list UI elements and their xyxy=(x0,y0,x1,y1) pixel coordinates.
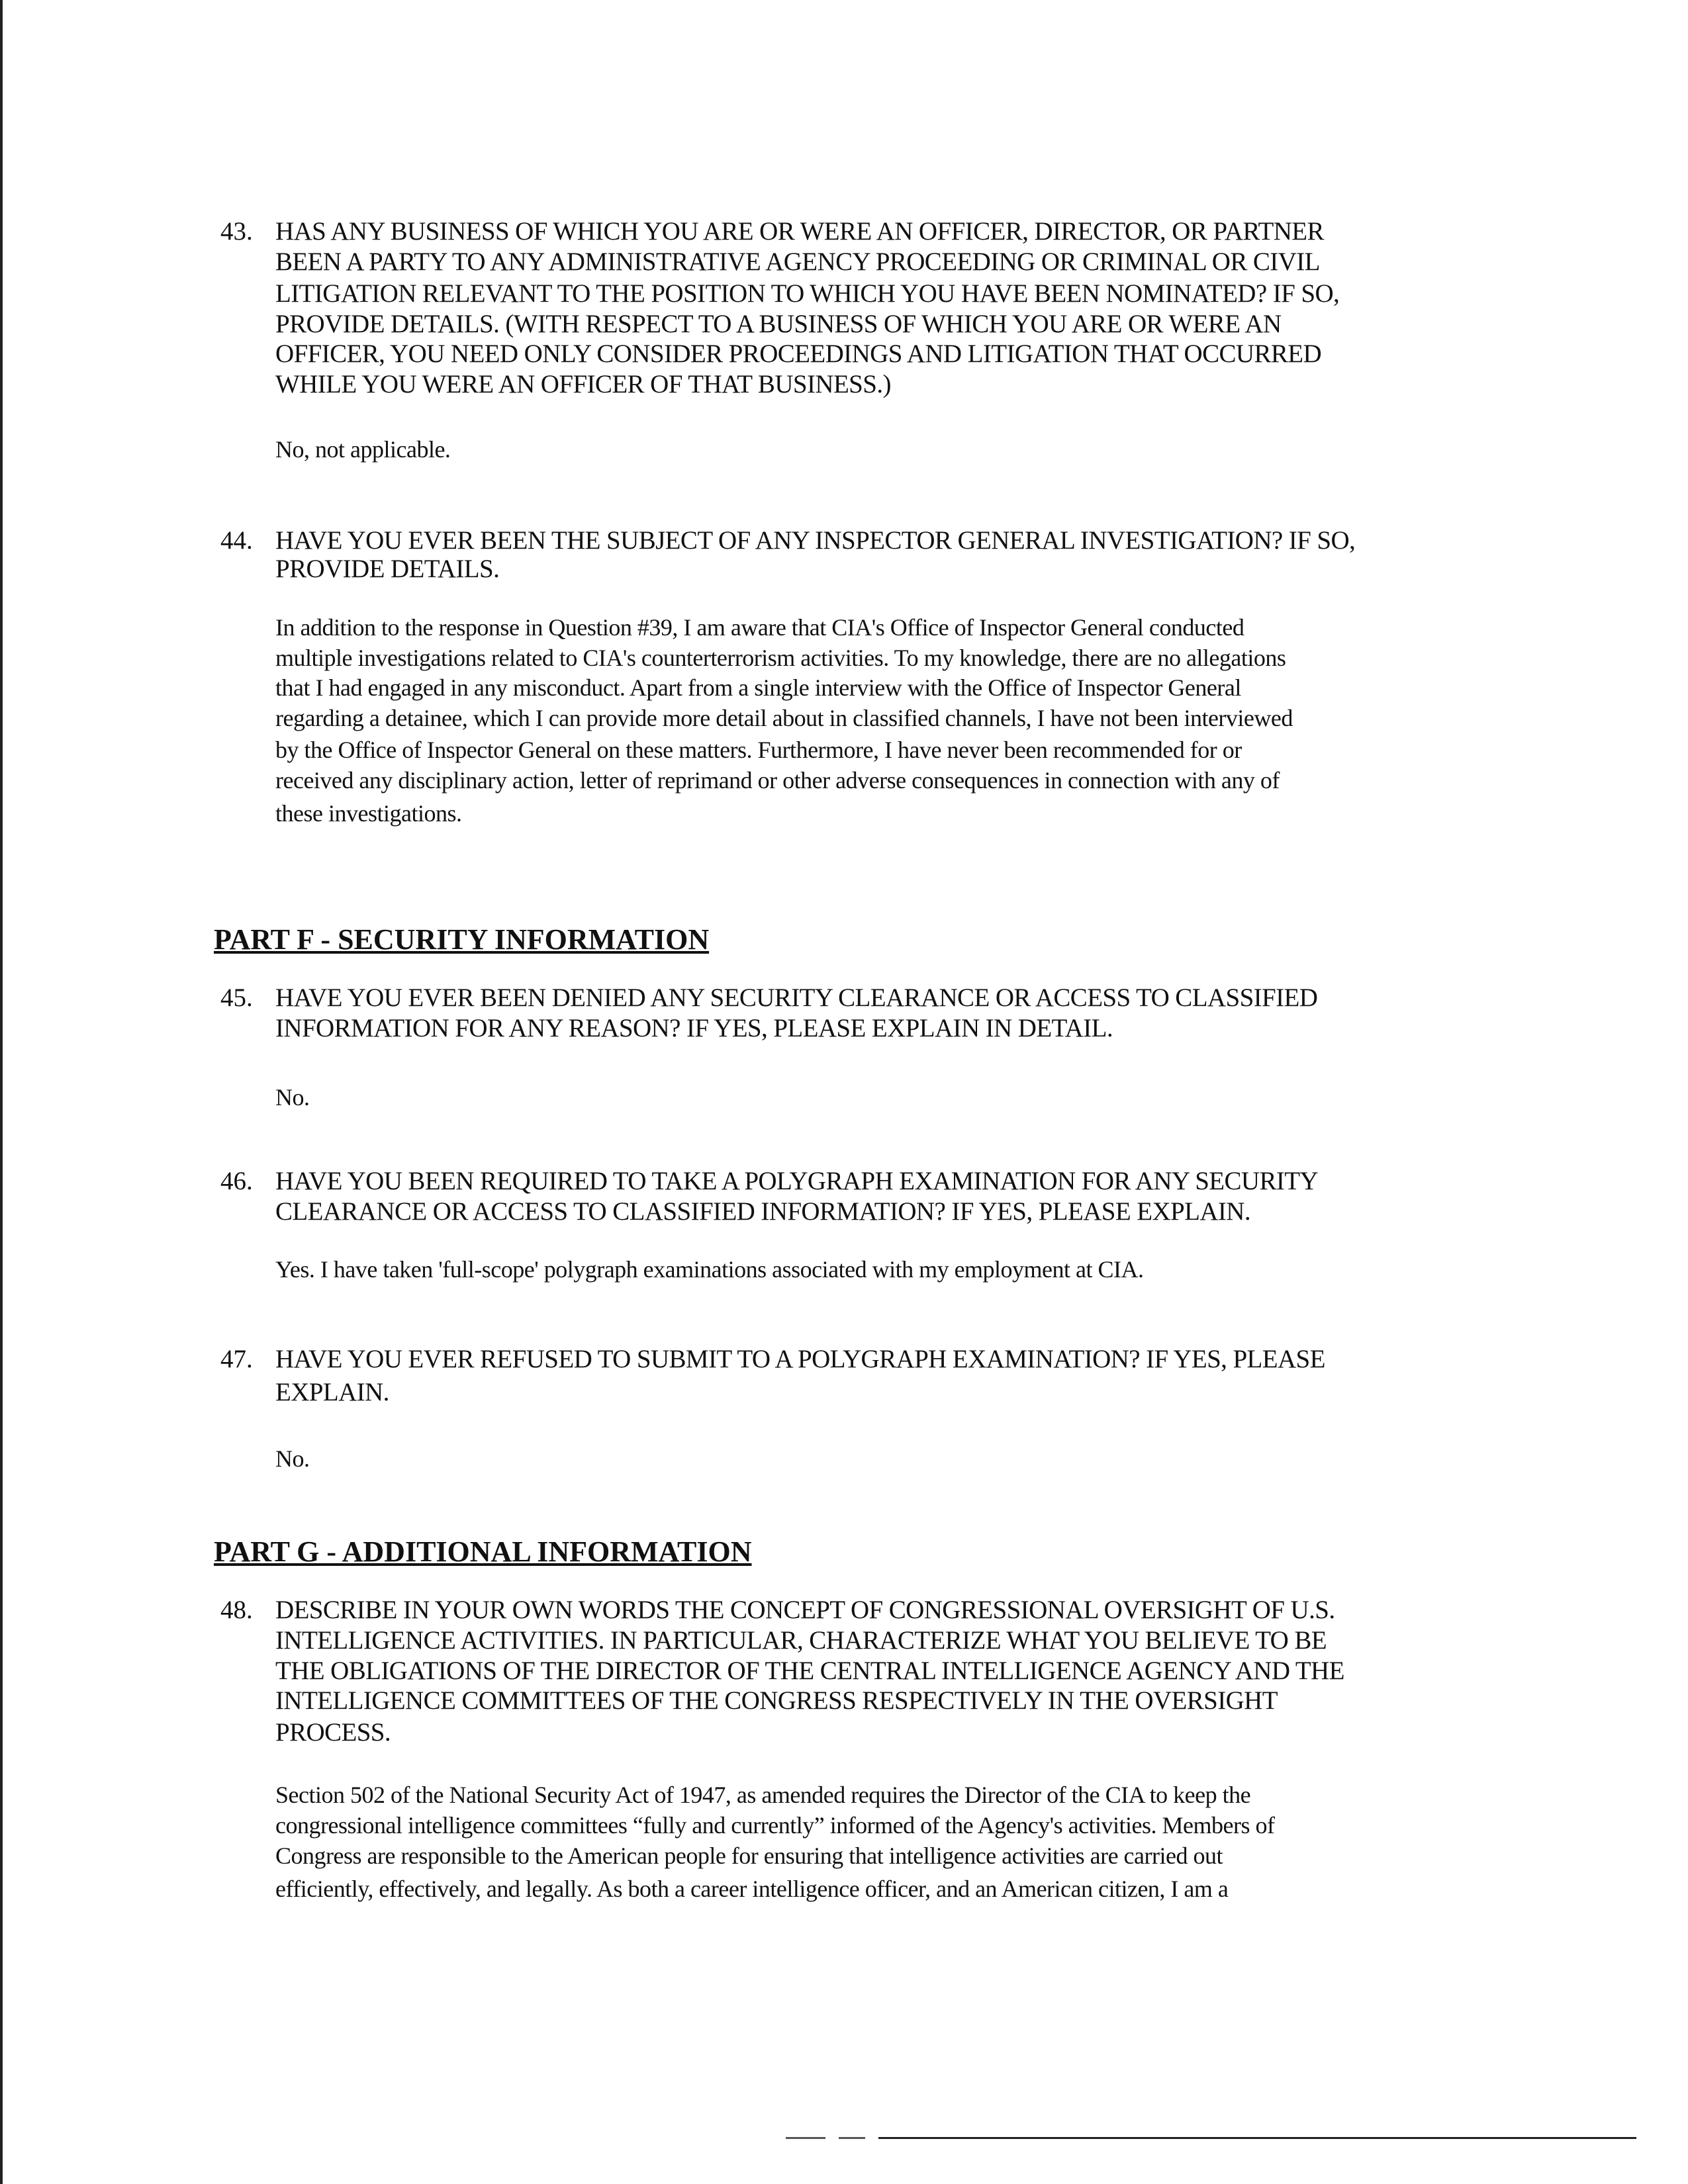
question-line: DESCRIBE IN YOUR OWN WORDS THE CONCEPT OF CONGRESSIONAL OVERSIGHT OF U.S. xyxy=(275,1596,1335,1624)
answer-line: Section 502 of the National Security Act of 1947, as amended requires the Director of the CIA to keep the xyxy=(275,1782,1251,1808)
answer-line: that I had engaged in any misconduct. Apart from a single interview with the Office of Inspector General xyxy=(275,674,1241,701)
question-line: PROVIDE DETAILS. xyxy=(275,555,500,583)
question-line: HAS ANY BUSINESS OF WHICH YOU ARE OR WERE AN OFFICER, DIRECTOR, OR PARTNER xyxy=(275,217,1324,246)
question-number: 47. xyxy=(220,1345,253,1373)
question-line: HAVE YOU EVER BEEN THE SUBJECT OF ANY INSPECTOR GENERAL INVESTIGATION? IF SO, xyxy=(275,526,1356,555)
question-number: 43. xyxy=(220,217,253,246)
footer-rule xyxy=(786,2137,1636,2139)
answer-line: received any disciplinary action, letter of reprimand or other adverse consequences in connection with any of xyxy=(275,767,1280,794)
question-line: BEEN A PARTY TO ANY ADMINISTRATIVE AGENCY PROCEEDING OR CRIMINAL OR CIVIL xyxy=(275,248,1320,276)
answer-line: multiple investigations related to CIA's counterterrorism activities. To my knowledge, there are no allegations xyxy=(275,645,1286,671)
question-number: 48. xyxy=(220,1596,253,1624)
section-heading: PART F - SECURITY INFORMATION xyxy=(214,923,710,956)
answer-line: No. xyxy=(275,1445,310,1472)
question-line: INFORMATION FOR ANY REASON? IF YES, PLEASE EXPLAIN IN DETAIL. xyxy=(275,1014,1113,1042)
question-line: OFFICER, YOU NEED ONLY CONSIDER PROCEEDINGS AND LITIGATION THAT OCCURRED xyxy=(275,340,1322,368)
answer-line: congressional intelligence committees “fully and currently” informed of the Agency's activities. Members of xyxy=(275,1812,1275,1839)
answer-line: In addition to the response in Question #39, I am aware that CIA's Office of Inspector General conducted xyxy=(275,614,1244,641)
question-number: 45. xyxy=(220,983,253,1012)
question-line: HAVE YOU EVER REFUSED TO SUBMIT TO A POLYGRAPH EXAMINATION? IF YES, PLEASE xyxy=(275,1345,1325,1373)
question-line: PROVIDE DETAILS. (WITH RESPECT TO A BUSINESS OF WHICH YOU ARE OR WERE AN xyxy=(275,310,1282,338)
answer-line: efficiently, effectively, and legally. As both a career intelligence officer, and an American citizen, I am a xyxy=(275,1876,1229,1902)
question-line: PROCESS. xyxy=(275,1718,391,1747)
question-line: HAVE YOU BEEN REQUIRED TO TAKE A POLYGRAPH EXAMINATION FOR ANY SECURITY xyxy=(275,1167,1319,1195)
question-line: INTELLIGENCE ACTIVITIES. IN PARTICULAR, CHARACTERIZE WHAT YOU BELIEVE TO BE xyxy=(275,1626,1327,1655)
question-line: INTELLIGENCE COMMITTEES OF THE CONGRESS RESPECTIVELY IN THE OVERSIGHT xyxy=(275,1686,1278,1715)
page-edge xyxy=(0,0,3,2184)
answer-line: No, not applicable. xyxy=(275,436,451,463)
answer-line: these investigations. xyxy=(275,800,462,827)
question-line: EXPLAIN. xyxy=(275,1378,389,1406)
answer-line: Congress are responsible to the American people for ensuring that intelligence activities are carried out xyxy=(275,1843,1223,1869)
answer-line: Yes. I have taken 'full-scope' polygraph examinations associated with my employment at CIA. xyxy=(275,1256,1144,1283)
answer-line: by the Office of Inspector General on these matters. Furthermore, I have never been recommended for or xyxy=(275,737,1242,763)
answer-line: regarding a detainee, which I can provide more detail about in classified channels, I have not been interviewed xyxy=(275,705,1293,731)
question-line: WHILE YOU WERE AN OFFICER OF THAT BUSINESS.) xyxy=(275,370,891,398)
section-heading: PART G - ADDITIONAL INFORMATION xyxy=(214,1535,752,1568)
question-number: 46. xyxy=(220,1167,253,1195)
question-line: THE OBLIGATIONS OF THE DIRECTOR OF THE CENTRAL INTELLIGENCE AGENCY AND THE xyxy=(275,1657,1344,1685)
question-line: CLEARANCE OR ACCESS TO CLASSIFIED INFORMATION? IF YES, PLEASE EXPLAIN. xyxy=(275,1197,1251,1226)
question-line: LITIGATION RELEVANT TO THE POSITION TO WHICH YOU HAVE BEEN NOMINATED? IF SO, xyxy=(275,279,1340,308)
question-line: HAVE YOU EVER BEEN DENIED ANY SECURITY CLEARANCE OR ACCESS TO CLASSIFIED xyxy=(275,983,1318,1012)
answer-line: No. xyxy=(275,1084,310,1111)
question-number: 44. xyxy=(220,526,253,555)
